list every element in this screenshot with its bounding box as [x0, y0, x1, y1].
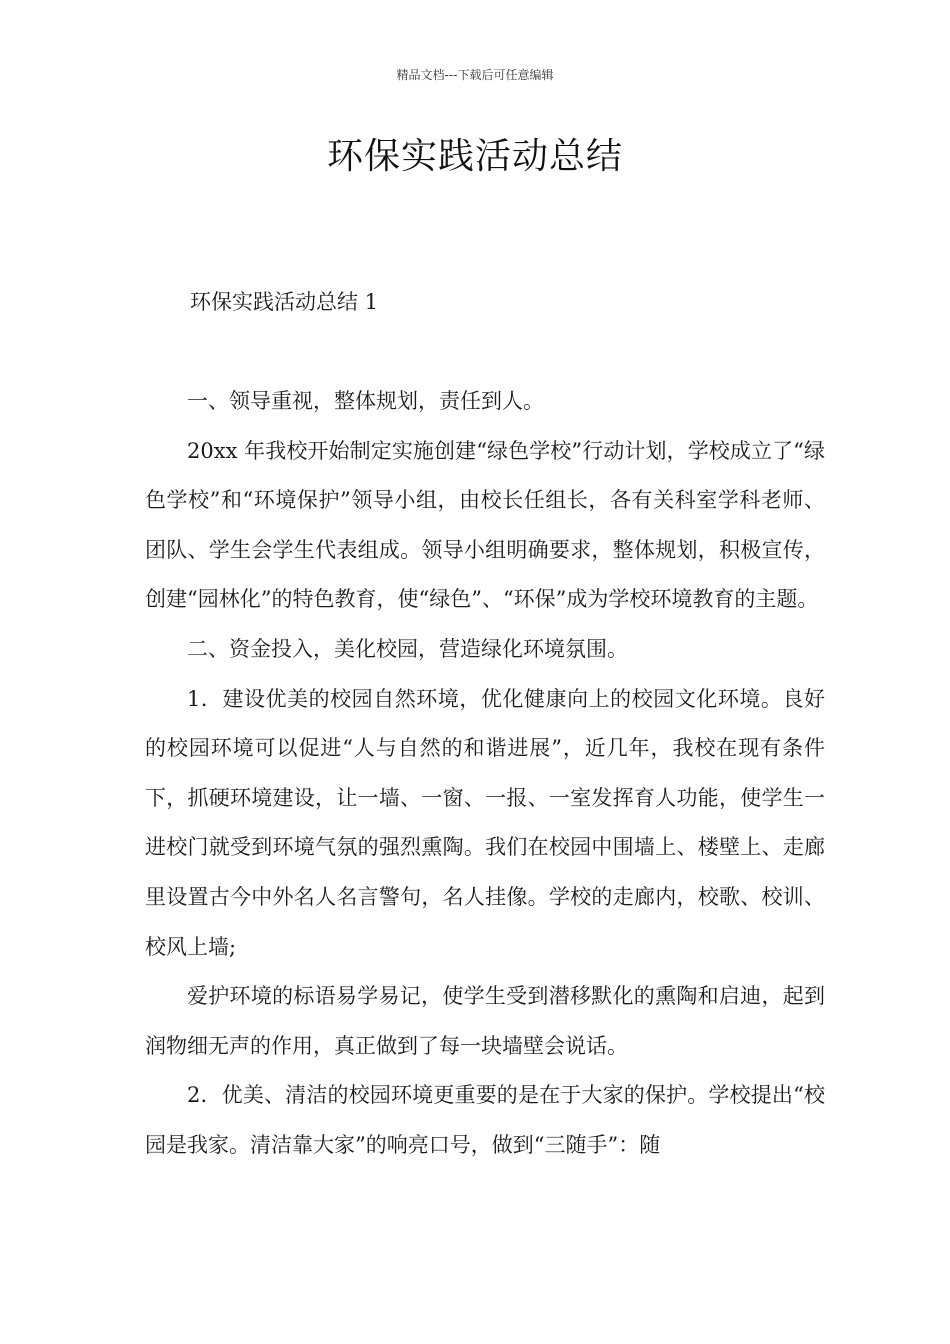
section-subtitle: 环保实践活动总结 1	[190, 290, 379, 314]
paragraph: 1．建设优美的校园自然环境，优化健康向上的校园文化环境。良好的校园环境可以促进“人与自然的和谐进展”，近几年，我校在现有条件下，抓硬环境建设，让一墙、一窗、一报、一室发挥育人功能，使学生一进校门就受到环境气氛的强烈熏陶。我们在校园中围墙上、楼壁上、走廊里设置古今中外名人名言警句，名人挂像。学校的走廊内，校歌、校训、校风上墙;	[145, 686, 825, 959]
document-title: 环保实践活动总结	[326, 136, 623, 177]
document-body	[145, 377, 825, 1171]
paragraph: 二、资金投入，美化校园，营造绿化环境氛围。	[187, 636, 628, 661]
paragraph: 2．优美、清洁的校园环境更重要的是在于大家的保护。学校提出“校园是我家。清洁靠大家”的响亮口号，做到“三随手”：随	[145, 1083, 825, 1157]
paragraph: 20xx 年我校开始制定实施创建“绿色学校”行动计划，学校成立了“绿色学校”和“环境保护”领导小组，由校长任组长，各有关科室学科老师、团队、学生会学生代表组成。领导小组明确要求，整体规划，积极宣传，创建“园林化”的特色教育，使“绿色”、“环保”成为学校环境教育的主题。	[145, 438, 825, 612]
paragraph: 一、领导重视，整体规划，责任到人。	[187, 389, 544, 413]
header-note: 精品文档---下载后可任意编辑	[396, 68, 554, 82]
paragraph: 爱护环境的标语易学易记，使学生受到潜移默化的熏陶和启迪，起到润物细无声的作用，真正做到了每一块墙壁会说话。	[145, 984, 825, 1058]
